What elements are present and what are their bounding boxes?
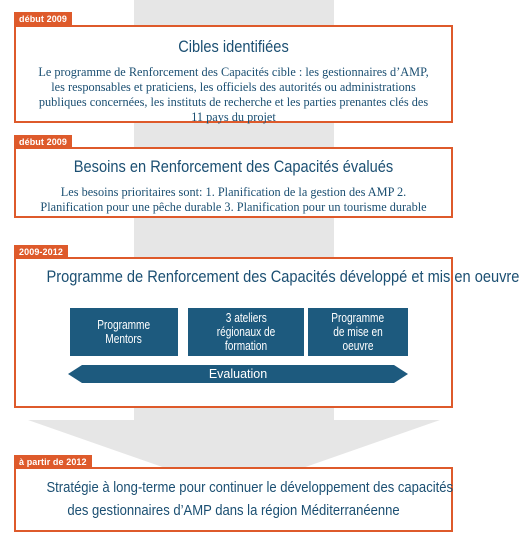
stage-2-box: [14, 147, 453, 218]
component-3-line1: Programme: [331, 311, 385, 325]
component-programme-mentors: [70, 308, 178, 356]
stage-1-title: Cibles identifiées: [178, 37, 289, 56]
stage-4-title-line-1: Stratégie à long-terme pour continuer le développement des capacités: [46, 479, 454, 496]
component-1-line2: Mentors: [105, 332, 143, 346]
stage-2-title: Besoins en Renforcement des Capacités évalués: [73, 157, 394, 176]
stage-4-box: [14, 467, 453, 532]
component-3-line2: de mise en oeuvre: [333, 325, 383, 353]
stage-2-description: Les besoins prioritaires sont: 1. Planification de la gestion des AMP 2. Planification pour une pêche durable 3. Planification pour un tourisme durable: [40, 185, 427, 214]
stage-1-description: Le programme de Renforcement des Capacités cible : les gestionnaires d’AMP, les responsables et praticiens, les officiels des autorités ou administrations publiques concernées, les instituts de recherche et les parties prenantes clés des 11 pays du projet: [38, 65, 429, 124]
date-tag-stage-4: à partir de 2012: [14, 455, 92, 469]
stage-3-title: Programme de Renforcement des Capacités développé et mis en oeuvre: [46, 267, 519, 286]
component-programme-mise-en-oeuvre: [308, 308, 408, 356]
component-ateliers-regionaux: [188, 308, 304, 356]
date-tag-stage-2: début 2009: [14, 135, 72, 149]
evaluation-label: Evaluation: [208, 367, 268, 381]
date-tag-stage-3: 2009-2012: [14, 245, 68, 259]
component-2-line2: régionaux de formation: [216, 325, 276, 353]
component-1-line1: Programme: [97, 318, 151, 332]
stage-1-box: [14, 25, 453, 123]
stage-4-title-line-2: des gestionnaires d’AMP dans la région Méditerranéenne: [67, 502, 400, 519]
stage-3-box: [14, 257, 519, 408]
component-2-line1: 3 ateliers: [225, 311, 267, 325]
date-tag-stage-1: début 2009: [14, 12, 72, 26]
